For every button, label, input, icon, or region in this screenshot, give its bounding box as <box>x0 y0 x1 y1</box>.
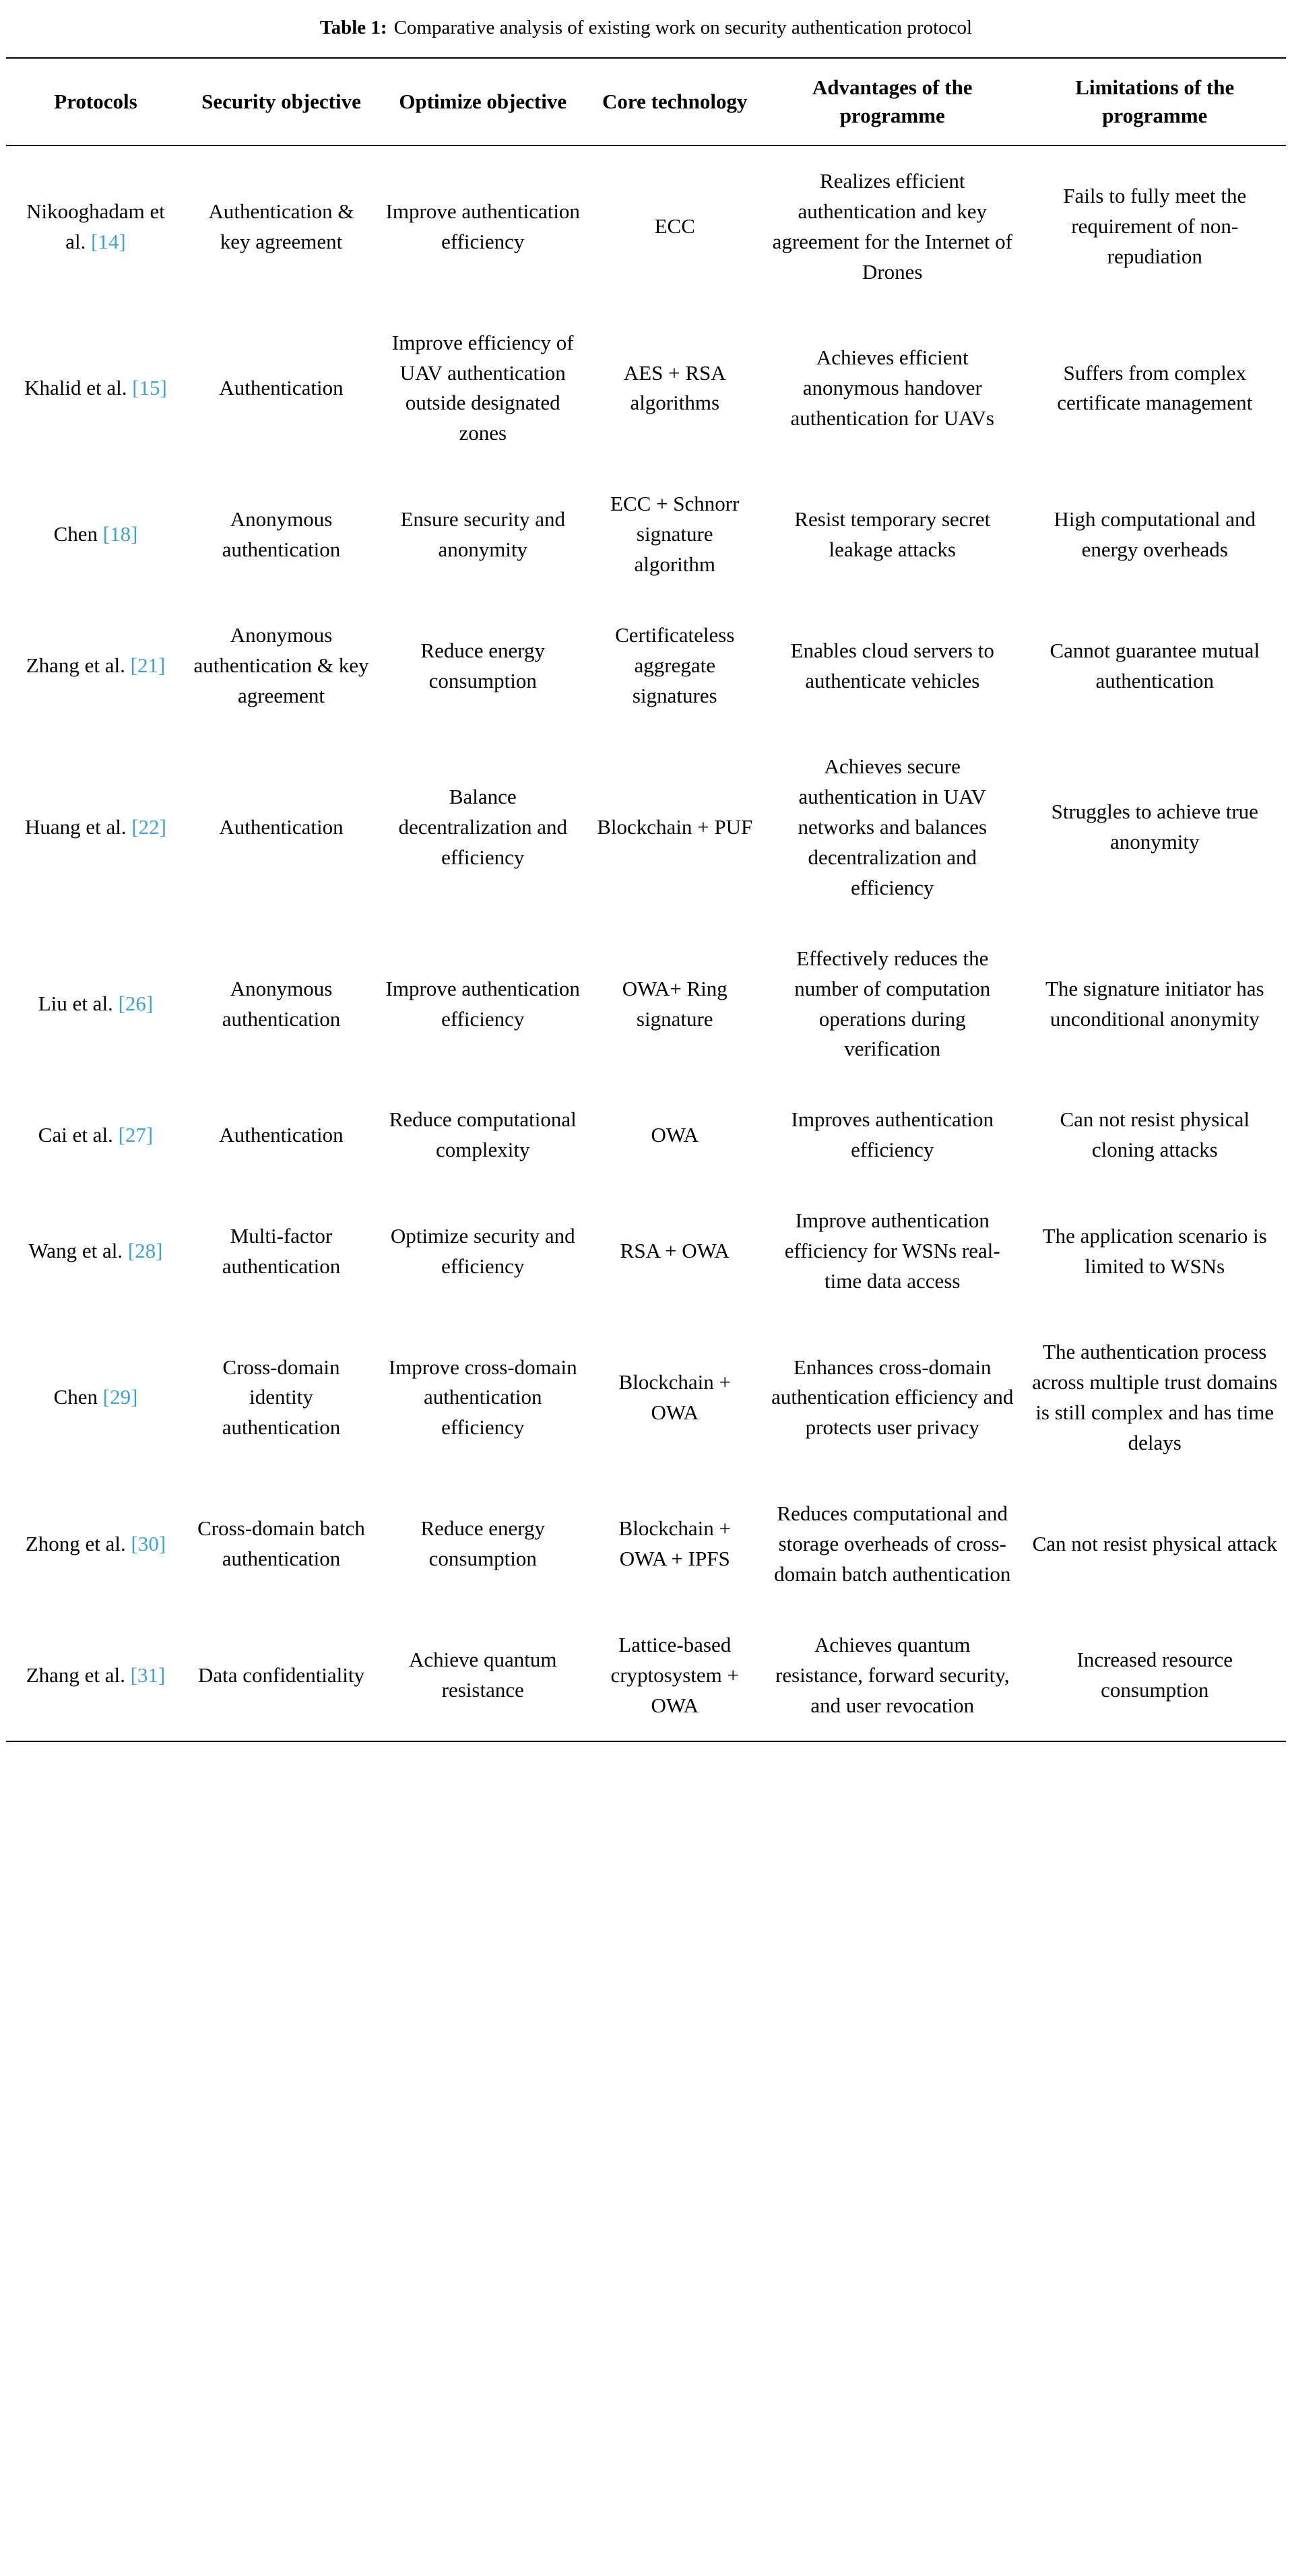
advantages-cell: Improve authentication efficiency for WSNs real-time data access <box>784 1209 1000 1293</box>
security-objective-cell: Anonymous authentication & key agreement <box>193 623 369 708</box>
protocol-name: Wang et al. <box>28 1239 123 1263</box>
core-technology-cell: RSA + OWA <box>620 1239 730 1263</box>
security-objective-cell: Multi-factor authentication <box>222 1223 341 1278</box>
core-technology-cell: ECC <box>654 214 695 238</box>
header-core-technology: Core technology <box>589 58 762 146</box>
limitations-cell: Can not resist physical cloning attacks <box>1060 1107 1250 1162</box>
protocol-name: Zhong et al. <box>25 1531 126 1555</box>
table-row <box>6 1479 1286 1610</box>
advantages-cell: Enhances cross-domain authentication efficiency and protects user privacy <box>771 1355 1014 1440</box>
protocol-cell <box>6 1610 185 1742</box>
citation-ref[interactable]: [30] <box>131 1531 166 1555</box>
table-row <box>6 1085 1286 1186</box>
limitations-cell: High computational and energy overheads <box>1054 507 1256 561</box>
limitations-cell: Can not resist physical attack <box>1032 1531 1277 1555</box>
limitations-cell: Fails to fully meet the requirement of non-repudiation <box>1063 184 1247 269</box>
citation-ref[interactable]: [28] <box>127 1239 163 1263</box>
core-technology-cell: Lattice-based cryptosystem + OWA <box>610 1632 740 1717</box>
advantages-cell: Reduces computational and storage overheads of cross-domain batch authentication <box>774 1501 1011 1586</box>
optimize-objective-cell: Reduce energy consumption <box>420 638 545 693</box>
limitations-cell: The authentication process across multiple trust domains is still complex and has time delays <box>1032 1340 1278 1454</box>
protocol-cell <box>6 146 185 308</box>
citation-ref[interactable]: [27] <box>118 1122 154 1147</box>
protocol-name: Nikooghadam et al. <box>26 199 165 253</box>
protocol-name: Huang et al. <box>24 814 127 839</box>
security-objective-cell: Data confidentiality <box>197 1663 365 1687</box>
optimize-objective-cell: Improve cross-domain authentication efficiency <box>388 1355 577 1440</box>
protocol-cell <box>6 1085 185 1186</box>
header-security-objective: Security objective <box>185 58 377 146</box>
table-row <box>6 469 1286 600</box>
citation-ref[interactable]: [14] <box>91 229 126 253</box>
protocol-name: Zhang et al. <box>26 653 125 678</box>
table-row <box>6 732 1286 924</box>
table-row <box>6 146 1286 308</box>
protocol-name: Cai et al. <box>38 1122 113 1147</box>
limitations-cell: Increased resource consumption <box>1076 1648 1233 1702</box>
protocol-name: Chen <box>53 1385 98 1409</box>
optimize-objective-cell: Improve authentication efficiency <box>385 199 580 253</box>
protocol-cell <box>6 1317 185 1479</box>
citation-ref[interactable]: [29] <box>102 1385 138 1409</box>
protocol-name: Liu et al. <box>38 992 113 1016</box>
header-protocols: Protocols <box>6 58 185 146</box>
security-objective-cell: Authentication & key agreement <box>208 199 354 253</box>
table-caption-text: Comparative analysis of existing work on security authentication protocol <box>393 17 973 38</box>
limitations-cell: Cannot guarantee mutual authentication <box>1049 638 1260 693</box>
table-body <box>6 146 1286 1742</box>
core-technology-cell: Blockchain + PUF <box>597 814 753 839</box>
core-technology-cell: OWA+ Ring signature <box>622 976 728 1031</box>
security-objective-cell: Authentication <box>219 814 344 839</box>
table-caption-label: Table 1: <box>319 17 387 38</box>
citation-ref[interactable]: [22] <box>131 814 167 839</box>
advantages-cell: Achieves quantum resistance, forward security, and user revocation <box>775 1632 1010 1717</box>
protocol-cell <box>6 1186 185 1317</box>
optimize-objective-cell: Ensure security and anonymity <box>400 507 565 561</box>
limitations-cell: Suffers from complex certificate management <box>1057 360 1253 415</box>
header-limitations: Limitations of the programme <box>1024 58 1287 146</box>
optimize-objective-cell: Optimize security and efficiency <box>390 1223 575 1278</box>
header-optimize-objective: Optimize objective <box>377 58 589 146</box>
protocol-cell <box>6 308 185 470</box>
advantages-cell: Enables cloud servers to authenticate vehicles <box>790 638 994 693</box>
advantages-cell: Improves authentication efficiency <box>791 1107 994 1162</box>
protocol-name: Khalid et al. <box>24 375 127 399</box>
citation-ref[interactable]: [15] <box>132 375 167 399</box>
security-objective-cell: Cross-domain identity authentication <box>222 1355 341 1440</box>
table-row <box>6 1317 1286 1479</box>
protocol-name: Chen <box>53 522 98 546</box>
optimize-objective-cell: Improve authentication efficiency <box>385 976 580 1031</box>
security-objective-cell: Anonymous authentication <box>222 976 341 1031</box>
advantages-cell: Achieves secure authentication in UAV networks and balances decentralization and efficiency <box>798 754 988 899</box>
optimize-objective-cell: Improve efficiency of UAV authentication outside designated zones <box>391 330 574 445</box>
limitations-cell: The application scenario is limited to WSNs <box>1042 1223 1267 1278</box>
security-objective-cell: Authentication <box>219 375 344 399</box>
header-advantages: Advantages of the programme <box>761 58 1024 146</box>
security-objective-cell: Cross-domain batch authentication <box>197 1516 365 1571</box>
advantages-cell: Realizes efficient authentication and key agreement for the Internet of Drones <box>772 168 1012 284</box>
protocol-name: Zhang et al. <box>26 1663 125 1687</box>
core-technology-cell: Certificateless aggregate signatures <box>615 623 735 708</box>
table-row <box>6 600 1286 732</box>
protocol-cell <box>6 600 185 732</box>
protocol-cell <box>6 1479 185 1610</box>
protocol-cell <box>6 469 185 600</box>
table-row <box>6 1610 1286 1742</box>
table-header <box>6 58 1286 146</box>
core-technology-cell: Blockchain + OWA <box>618 1370 731 1424</box>
advantages-cell: Resist temporary secret leakage attacks <box>794 507 991 561</box>
security-objective-cell: Anonymous authentication <box>222 507 341 561</box>
advantages-cell: Effectively reduces the number of computation operations during verification <box>794 946 991 1061</box>
table-header-row <box>6 58 1286 146</box>
optimize-objective-cell: Achieve quantum resistance <box>408 1648 557 1702</box>
comparison-table <box>6 57 1286 1742</box>
limitations-cell: The signature initiator has unconditional anonymity <box>1045 976 1264 1031</box>
optimize-objective-cell: Reduce computational complexity <box>389 1107 577 1162</box>
optimize-objective-cell: Reduce energy consumption <box>420 1516 545 1571</box>
citation-ref[interactable]: [31] <box>130 1663 166 1687</box>
table-row <box>6 308 1286 470</box>
limitations-cell: Struggles to achieve true anonymity <box>1051 800 1258 854</box>
table-row <box>6 1186 1286 1317</box>
protocol-cell <box>6 924 185 1085</box>
optimize-objective-cell: Balance decentralization and efficiency <box>398 784 567 869</box>
core-technology-cell: AES + RSA algorithms <box>623 360 726 415</box>
core-technology-cell: ECC + Schnorr signature algorithm <box>610 492 740 577</box>
core-technology-cell: OWA <box>651 1122 699 1147</box>
advantages-cell: Achieves efficient anonymous handover authentication for UAVs <box>790 346 994 430</box>
citation-ref[interactable]: [26] <box>118 992 154 1016</box>
citation-ref[interactable]: [21] <box>130 653 166 678</box>
core-technology-cell: Blockchain + OWA + IPFS <box>618 1516 731 1571</box>
table-row <box>6 924 1286 1085</box>
protocol-cell <box>6 732 185 924</box>
table-caption <box>6 15 1286 41</box>
security-objective-cell: Authentication <box>219 1122 344 1147</box>
citation-ref[interactable]: [18] <box>102 522 138 546</box>
